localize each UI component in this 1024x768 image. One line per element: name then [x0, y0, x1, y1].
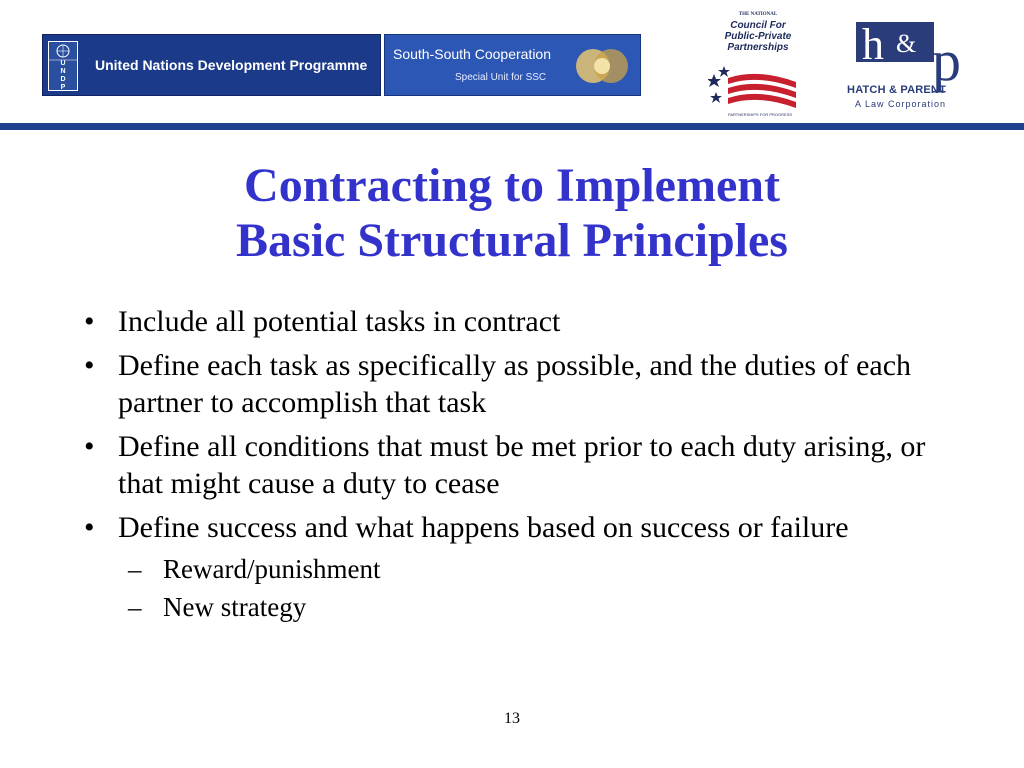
sub-bullet-text: Reward/punishment — [163, 554, 381, 584]
hatch-parent-logo — [838, 22, 978, 112]
undp-letter: P — [60, 84, 66, 91]
bullet-marker: • — [84, 305, 95, 338]
bullet-text: Include all potential tasks in contract — [118, 305, 561, 338]
flag-icon — [708, 64, 800, 112]
bullet-text: Define each task as specifically as possible, and the duties of each partner to accomplish that task — [118, 349, 912, 419]
ncppp-tagline: PARTNERSHIPS FOR PROGRESS — [727, 112, 793, 117]
bullet-text: Define all conditions that must be met prior to each duty arising, or that might cause a duty to cease — [118, 430, 926, 500]
ncppp-name-line: Council For — [730, 20, 786, 31]
bullet-item — [76, 347, 956, 421]
hp-name: HATCH & PARENT — [847, 84, 946, 96]
undp-letter: N — [60, 68, 66, 75]
bullet-marker: • — [84, 349, 95, 382]
sub-bullet-marker: – — [128, 592, 142, 622]
bullet-marker: • — [84, 511, 95, 544]
bullet-marker: • — [84, 430, 95, 463]
ssc-banner — [384, 34, 641, 96]
undp-banner — [42, 34, 381, 96]
slide-number: 13 — [504, 710, 520, 727]
undp-letter: D — [60, 76, 66, 83]
sub-bullet-item — [118, 550, 956, 588]
ssc-title: South-South Cooperation — [393, 46, 551, 62]
logo-header — [0, 0, 1024, 124]
hp-subtitle: A Law Corporation — [854, 99, 946, 109]
sub-bullet-list — [118, 550, 956, 626]
un-emblem-icon — [48, 41, 78, 91]
svg-text:&: & — [896, 29, 917, 58]
sub-bullet-marker: – — [128, 554, 142, 584]
ssc-rings-icon — [571, 43, 633, 89]
ncppp-logo — [708, 8, 802, 120]
bullet-list — [76, 303, 956, 633]
title-line: Basic Structural Principles — [236, 214, 788, 267]
title-line: Contracting to Implement — [244, 159, 780, 212]
ncppp-name-line: Public-Private — [724, 31, 792, 42]
sub-bullet-text: New strategy — [163, 592, 307, 622]
bullet-item — [76, 303, 956, 340]
header-divider — [0, 123, 1024, 130]
sub-bullet-item — [118, 588, 956, 626]
slide-title — [0, 158, 1024, 268]
svg-text:h: h — [862, 22, 884, 69]
bullet-item — [76, 509, 956, 626]
undp-title: United Nations Development Programme — [95, 57, 368, 73]
bullet-text: Define success and what happens based on success or failure — [118, 511, 849, 544]
ncppp-top-text: THE NATIONAL — [738, 12, 778, 17]
ssc-subtitle: Special Unit for SSC — [455, 72, 547, 83]
svg-text:p: p — [932, 28, 961, 93]
bullet-item — [76, 428, 956, 502]
ncppp-name-line: Partnerships — [727, 42, 789, 53]
ncppp-name — [720, 20, 796, 53]
undp-letter: U — [60, 60, 66, 67]
